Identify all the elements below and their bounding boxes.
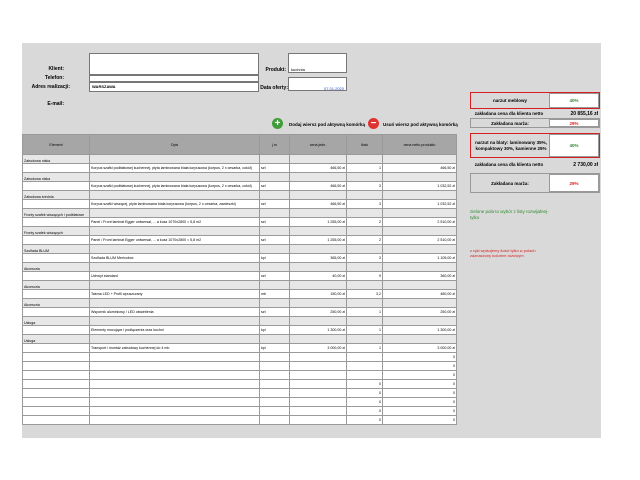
total-cell [383,209,457,218]
unit-cell: szt [260,164,290,173]
total-cell: 360,00 zł [383,272,457,281]
margin-row [470,118,600,128]
description-cell [90,299,260,308]
quantity-cell[interactable] [347,227,383,236]
element-cell[interactable]: Akcesoria [23,263,90,272]
unit-cell [260,281,290,290]
element-cell[interactable] [23,200,90,209]
section-row [23,173,457,182]
section-row [23,281,457,290]
add-row-label: Dodaj wiersz pod aktywną komórką [289,122,366,127]
margin2-value: 29% [549,174,599,192]
unit-cell [260,317,290,326]
quantity-cell[interactable] [347,263,383,272]
element-cell[interactable] [23,353,90,362]
quantity-cell[interactable]: 1 [347,326,383,335]
unit-cell: szt [260,200,290,209]
empty-row [23,398,457,407]
unit-cell [260,407,290,416]
unit-cell: szt [260,272,290,281]
client-price-net-row [470,109,600,118]
total-cell: 0 [383,371,457,380]
unit-cell [260,155,290,164]
quantity-cell[interactable]: 0 [347,398,383,407]
unit-cell [260,227,290,236]
client-price-net2-label: zakładana cena dla klienta netto [474,162,544,167]
quantity-cell[interactable] [347,353,383,362]
total-cell [383,191,457,200]
unit-cell [260,335,290,344]
section-row [23,155,457,164]
element-cell[interactable] [23,308,90,317]
total-cell: 0 [383,380,457,389]
total-cell: 0 [383,407,457,416]
table-row [23,218,457,227]
unit-cell: szt [260,218,290,227]
price-cell: 365,00 zł [290,254,347,263]
price-cell [290,155,347,164]
total-cell [383,299,457,308]
description-cell[interactable] [90,398,260,407]
quantity-cell[interactable]: 0 [347,380,383,389]
unit-cell: kpl [260,254,290,263]
description-cell[interactable] [90,389,260,398]
unit-cell [260,398,290,407]
description-cell[interactable]: Korpus szafki podblatowej kuchennej, płyta laminowana biała korpusowa (korpus, 2 x cesarka, cokół) [90,164,260,173]
element-cell[interactable] [23,272,90,281]
price-cell [290,335,347,344]
description-cell [90,227,260,236]
quantity-cell[interactable]: 0 [347,407,383,416]
col-net-total: cena netto produktu [383,135,457,155]
element-cell[interactable] [23,290,90,299]
offer-date-field[interactable] [288,77,347,91]
element-cell[interactable] [23,380,90,389]
cost-table [22,134,457,425]
product-field[interactable]: kuchnia [288,53,347,73]
total-cell: 0 [383,416,457,425]
price-cell [290,191,347,200]
element-cell[interactable]: Akcesoria [23,299,90,308]
unit-cell [260,299,290,308]
margin-label: Zakładana marża: [491,120,529,126]
section-row [23,191,457,200]
price-cell: 466,50 zł [290,164,347,173]
col-quantity: Ilość [347,135,383,155]
quantity-cell[interactable]: 3 [347,182,383,191]
unit-cell [260,245,290,254]
description-cell[interactable]: Uchwyt standard [90,272,260,281]
furniture-markup-value[interactable]: 40% [549,93,599,108]
table-row [23,308,457,317]
client-label: Klient: [48,66,64,72]
description-cell[interactable] [90,407,260,416]
unit-cell: szt [260,182,290,191]
minus-icon: − [370,118,377,129]
table-row [23,344,457,353]
total-cell: 480,00 zł [383,290,457,299]
quantity-cell[interactable] [347,299,383,308]
description-cell[interactable]: Taśma LED + Profil wpuszczany [90,290,260,299]
total-cell [383,263,457,272]
client-price-net-label: zakładana cena dla klienta netto [474,111,544,116]
address-field[interactable]: WARSZAWA [89,82,259,92]
total-cell [383,317,457,326]
col-element: Element [23,135,90,155]
section-row [23,245,457,254]
red-fields-note: z ręki wpisujemy ilości tylko w polach zaznaczony kolorem różowym [470,248,536,258]
table-row [23,200,457,209]
empty-row [23,362,457,371]
furniture-markup-label: narzut meblowy [492,98,527,103]
description-cell [90,281,260,290]
element-cell[interactable]: Fronty szafek wiszących i podblatowe [23,209,90,218]
price-cell: 40,00 zł [290,272,347,281]
description-cell[interactable] [90,371,260,380]
element-cell[interactable] [23,344,90,353]
quantity-cell[interactable]: 3 [347,254,383,263]
empty-row [23,407,457,416]
element-cell[interactable]: Usługa [23,317,90,326]
quantity-cell[interactable] [347,173,383,182]
sheet-margin [601,43,640,438]
countertop-markup-value[interactable]: 40% [549,134,599,157]
quantity-cell[interactable] [347,209,383,218]
table-row [23,290,457,299]
total-cell: 250,00 zł [383,308,457,317]
client-field[interactable] [89,53,259,75]
price-cell [290,299,347,308]
description-cell [90,245,260,254]
price-cell [290,209,347,218]
empty-row [23,371,457,380]
description-cell [90,155,260,164]
description-cell[interactable] [90,416,260,425]
total-cell: 1 032,52 zł [383,200,457,209]
total-cell: 1 105,00 zł [383,254,457,263]
table-row [23,254,457,263]
description-cell[interactable]: Panel / Front laminat Egger uniwersal, ... a kusz 1070x2800 = 5,8 m2 [90,236,260,245]
element-cell[interactable] [23,416,90,425]
quantity-cell[interactable]: 1 [347,344,383,353]
margin-value: 29% [549,119,599,127]
col-description: Opis [90,135,260,155]
price-cell [290,371,347,380]
element-cell[interactable] [23,398,90,407]
element-cell[interactable] [23,182,90,191]
description-cell[interactable]: Panel / Front laminat Egger uniwersal, ... a kusz 1070x2800 = 5,8 m2 [90,218,260,227]
description-cell [90,317,260,326]
quantity-cell[interactable] [347,281,383,290]
address-label: Adres realizacji: [31,84,70,90]
description-cell [90,191,260,200]
element-cell[interactable] [23,371,90,380]
quantity-cell[interactable]: 3,2 [347,290,383,299]
quantity-cell[interactable]: 1 [347,164,383,173]
element-cell[interactable] [23,407,90,416]
quantity-cell[interactable] [347,245,383,254]
element-cell[interactable]: Usługa [23,335,90,344]
offer-date-value[interactable]: 07.01.2020 [323,86,344,91]
total-cell: 1 300,00 zł [383,326,457,335]
price-cell: 1 255,00 zł [290,218,347,227]
price-cell: 1 255,00 zł [290,236,347,245]
quantity-cell[interactable] [347,362,383,371]
unit-cell [260,416,290,425]
section-row [23,299,457,308]
price-cell: 1 300,00 zł [290,326,347,335]
quantity-cell[interactable] [347,191,383,200]
description-cell [90,335,260,344]
total-cell: 2 510,00 zł [383,236,457,245]
quantity-cell[interactable] [347,335,383,344]
price-cell [290,227,347,236]
client-price-net2-row [470,160,600,169]
quantity-cell[interactable]: 2 [347,218,383,227]
countertop-markup-label: narzut na blaty: laminowany 35%, kompaktowy 30%, kamienne 25% [475,140,547,151]
green-fields-note: zielone pola to wybór z listy rozwijalnej- tylko [470,209,549,220]
total-cell: 1 032,52 zł [383,182,457,191]
element-cell[interactable] [23,362,90,371]
unit-cell: kpl [260,344,290,353]
unit-cell [260,191,290,200]
unit-cell [260,263,290,272]
margin2-row [470,173,600,193]
price-cell: 3 000,00 zł [290,344,347,353]
description-cell[interactable] [90,353,260,362]
unit-cell [260,389,290,398]
element-cell[interactable]: Szuflada BLUM [23,245,90,254]
quantity-cell[interactable] [347,317,383,326]
unit-cell: kpl [260,326,290,335]
price-cell [290,173,347,182]
quantity-cell[interactable] [347,371,383,380]
client-price-net2-value: 2 730,00 zł [573,161,598,168]
quantity-cell[interactable]: 3 [347,200,383,209]
description-cell[interactable]: Szuflada BLUM Merivobox [90,254,260,263]
description-cell[interactable]: Korpus szafki podblatowej kuchennej, płyta laminowana biała korpusowa (korpus, 2 x cesarka, cokół) [90,182,260,191]
price-cell [290,398,347,407]
table-row [23,182,457,191]
price-cell [290,416,347,425]
description-cell [90,263,260,272]
empty-row [23,416,457,425]
quantity-cell[interactable]: 1 [347,308,383,317]
element-cell[interactable] [23,326,90,335]
element-cell[interactable] [23,254,90,263]
price-cell [290,380,347,389]
table-row [23,236,457,245]
remove-row-label: Usuń wiersz pod aktywną komórką [383,122,458,127]
price-cell [290,407,347,416]
total-cell: 0 [383,353,457,362]
offer-date-label: Data oferty: [260,85,288,91]
total-cell: 466,50 zł [383,164,457,173]
unit-cell: szt [260,236,290,245]
price-cell: 250,00 zł [290,308,347,317]
total-cell: 0 [383,398,457,407]
element-cell[interactable]: Akcesoria [23,281,90,290]
section-row [23,317,457,326]
element-cell[interactable]: Zabudowa średnia [23,191,90,200]
total-cell [383,245,457,254]
description-cell[interactable]: Wspornik aluminiowy / LED oświetlenia [90,308,260,317]
add-row-button[interactable] [272,118,283,129]
element-cell[interactable]: Zabudowa niska [23,173,90,182]
element-cell[interactable] [23,218,90,227]
email-label: E-mail: [47,101,64,107]
margin2-label: Zakładana marża: [491,180,529,186]
unit-cell [260,371,290,380]
description-cell [90,209,260,218]
section-row [23,209,457,218]
total-cell [383,227,457,236]
price-cell [290,353,347,362]
element-cell[interactable] [23,164,90,173]
description-cell[interactable] [90,380,260,389]
remove-row-button[interactable] [368,118,379,129]
unit-cell [260,173,290,182]
element-cell[interactable]: Fronty szafek wiszących [23,227,90,236]
quantity-cell[interactable]: 9 [347,272,383,281]
client-price-net-value: 20 855,16 zł [570,110,598,117]
quantity-cell[interactable]: 0 [347,389,383,398]
total-cell: 2 510,00 zł [383,218,457,227]
description-cell [90,173,260,182]
total-cell: 0 [383,389,457,398]
price-cell [290,281,347,290]
total-cell: 3 000,00 zł [383,344,457,353]
countertop-markup-box [470,133,600,158]
price-cell [290,245,347,254]
unit-cell: mb [260,290,290,299]
phone-label: Telefon: [44,75,64,81]
table-row [23,164,457,173]
total-cell [383,335,457,344]
unit-cell: szt [260,308,290,317]
element-cell[interactable] [23,389,90,398]
empty-row [23,353,457,362]
empty-row [23,389,457,398]
empty-row [23,380,457,389]
unit-cell [260,353,290,362]
total-cell [383,173,457,182]
furniture-markup-box [470,92,600,109]
section-row [23,263,457,272]
price-cell [290,362,347,371]
phone-field[interactable] [89,75,259,82]
section-row [23,335,457,344]
unit-cell [260,209,290,218]
table-row [23,272,457,281]
price-cell: 466,50 zł [290,200,347,209]
description-cell[interactable]: Korpus szafki wiszącej, płyta laminowana biała korpusowa (korpus, 2 x cesarka, zawieszki) [90,200,260,209]
quantity-cell[interactable]: 2 [347,236,383,245]
total-cell [383,281,457,290]
plus-icon: + [274,118,281,129]
price-cell [290,263,347,272]
element-cell[interactable] [23,236,90,245]
table-row [23,326,457,335]
total-cell [383,155,457,164]
price-cell: 466,50 zł [290,182,347,191]
unit-cell [260,380,290,389]
table-header-row [23,135,457,155]
description-cell[interactable] [90,362,260,371]
price-cell: 150,00 zł [290,290,347,299]
unit-cell [260,362,290,371]
quantity-cell[interactable]: 0 [347,416,383,425]
col-unit: j.m [260,135,290,155]
description-cell[interactable]: Elementy mocujące i podłączenia oraz kuchni [90,326,260,335]
description-cell[interactable]: Transport i montaż zabudowy kuchennej do 4 mb [90,344,260,353]
price-cell [290,389,347,398]
element-cell[interactable]: Zabudowa niska [23,155,90,164]
section-row [23,227,457,236]
col-unit-price: cena jedn. [290,135,347,155]
product-label: Produkt: [265,67,286,73]
price-cell [290,317,347,326]
total-cell: 0 [383,362,457,371]
quantity-cell[interactable] [347,155,383,164]
